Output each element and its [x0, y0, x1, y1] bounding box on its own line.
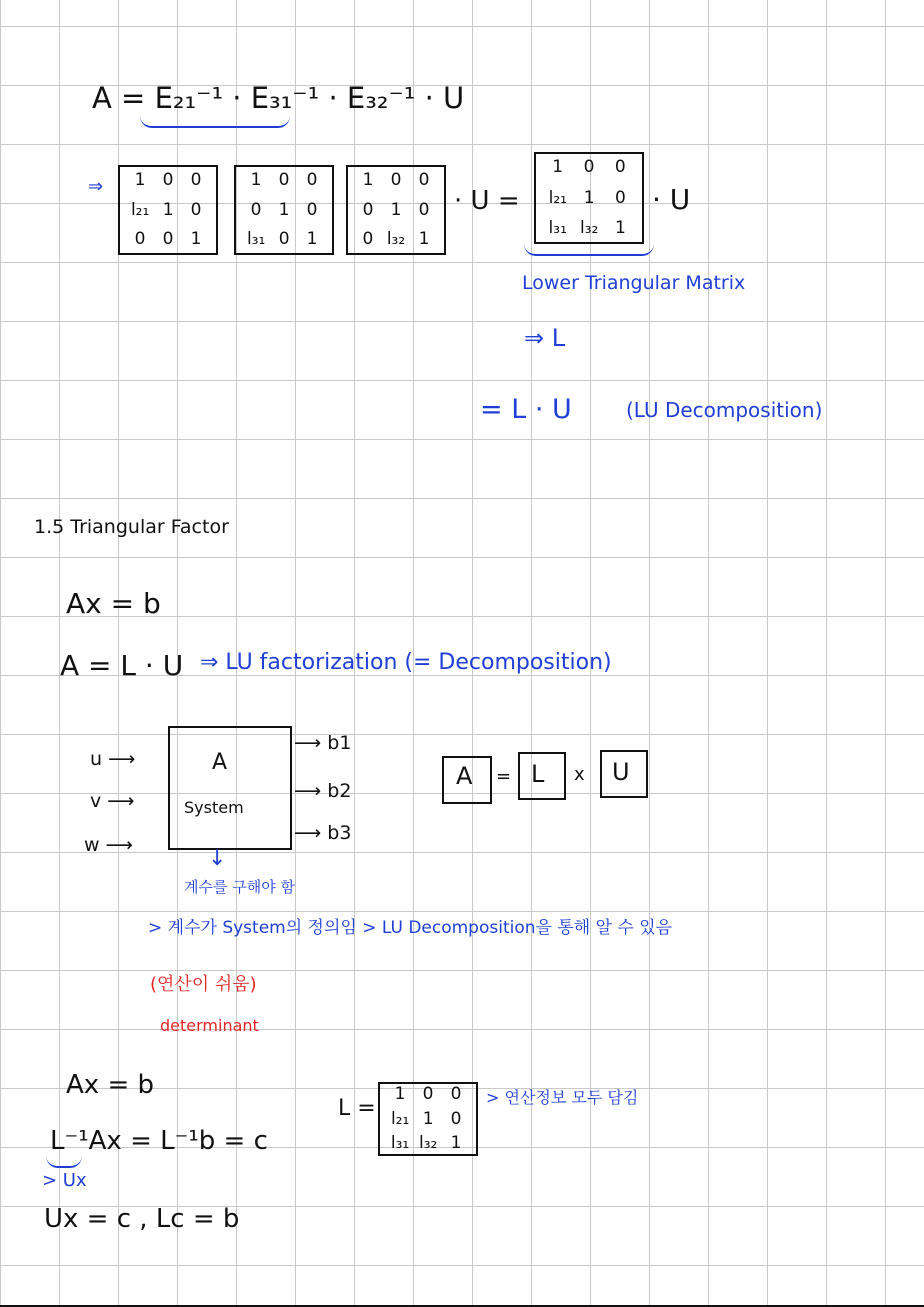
factor-times: x	[574, 764, 585, 785]
matrix-cell: 0	[190, 169, 202, 190]
matrix-cell: 0	[362, 199, 374, 220]
matrix-cell: l₃₁	[246, 229, 266, 250]
matrix-cell: 1	[306, 229, 318, 250]
equation-ax-b: Ax = b	[66, 587, 161, 620]
matrix-cell: l₂₁	[548, 187, 567, 208]
matrix-cell: 1	[418, 229, 430, 250]
matrix-cell: 0	[418, 199, 430, 220]
lu-factorization-note: ⇒ LU factorization (= Decomposition)	[200, 650, 612, 675]
matrix-cell: 0	[390, 169, 402, 190]
matrix-e31-inverse	[234, 165, 334, 255]
matrix-row	[536, 152, 642, 182]
implies-l: ⇒ L	[524, 324, 566, 352]
matrix-cell: 0	[614, 187, 626, 208]
ux-note: > Ux	[42, 1170, 87, 1191]
matrix-cell: l₃₂	[418, 1133, 438, 1154]
brace-elimination-product	[140, 116, 290, 128]
matrix-cell: 0	[306, 169, 318, 190]
section-heading: 1.5 Triangular Factor	[34, 516, 229, 538]
factor-a-label: A	[456, 762, 473, 790]
system-box-label: System	[184, 798, 244, 817]
matrix-cell: 1	[162, 199, 174, 220]
matrix-cell: 0	[162, 169, 174, 190]
lu-decomposition-note: (LU Decomposition)	[626, 398, 823, 422]
implies-arrow: ⇒	[88, 176, 104, 197]
matrix-cell: 0	[614, 157, 626, 178]
factor-l-label: L	[531, 760, 545, 788]
brace-l-inverse-a	[46, 1156, 82, 1168]
matrix-cell: 1	[390, 199, 402, 220]
matrix-cell: 1	[394, 1084, 406, 1105]
matrix-cell: 0	[134, 229, 146, 250]
matrix-row	[120, 165, 216, 195]
matrix-cell: 1	[552, 157, 564, 178]
matrix-e32-inverse	[346, 165, 446, 255]
matrix-cell: 0	[278, 169, 290, 190]
matrix-cell: 1	[190, 229, 202, 250]
matrix-cell: 1	[250, 169, 262, 190]
system-box-a-label: A	[212, 750, 228, 775]
matrix-cell: 0	[450, 1084, 462, 1105]
matrix-row	[236, 195, 332, 225]
lu-product: = L · U	[480, 394, 572, 425]
lower-triangular-label: Lower Triangular Matrix	[522, 272, 746, 294]
matrix-row	[348, 165, 444, 195]
red-note-easy-computation: (연산이 쉬움)	[150, 974, 257, 995]
matrix-cell: 0	[250, 199, 262, 220]
matrix-cell: 0	[422, 1084, 434, 1105]
equation-ax-b-2: Ax = b	[66, 1070, 154, 1100]
matrix-cell: l₂₁	[390, 1108, 410, 1129]
matrix-cell: 1	[450, 1133, 462, 1154]
matrix-cell: 1	[134, 169, 146, 190]
matrix-row	[236, 224, 332, 254]
factor-equals: =	[496, 766, 512, 787]
matrix-cell: 1	[615, 217, 626, 238]
l-matrix-note: > 연산정보 모두 담김	[486, 1088, 639, 1107]
matrix-cell: 1	[422, 1108, 434, 1129]
matrix-cell: l₃₁	[548, 217, 567, 238]
brace-lower-matrix	[524, 244, 654, 256]
factor-u-label: U	[612, 758, 630, 786]
matrix-cell: l₂₁	[130, 199, 150, 220]
matrix-cell: 0	[162, 229, 174, 250]
l-equals-label: L =	[338, 1096, 376, 1121]
equation-l-inverse: L⁻¹Ax = L⁻¹b = c	[50, 1126, 268, 1156]
matrix-row	[120, 224, 216, 254]
input-w: w ⟶	[84, 834, 133, 856]
matrix-lower-triangular	[534, 152, 644, 244]
matrix-cell: 0	[278, 229, 290, 250]
matrix-cell: 0	[362, 229, 374, 250]
red-note-determinant: determinant	[160, 1016, 259, 1035]
down-arrow: ↓	[208, 846, 227, 871]
matrix-cell: 0	[190, 199, 202, 220]
matrix-row	[348, 195, 444, 225]
korean-note-system-definition: > 계수가 System의 정의임 > LU Decomposition을 통해 알 수 있음	[148, 918, 673, 938]
matrix-row	[120, 195, 216, 225]
equation-a-lu: A = L · U	[60, 649, 184, 682]
matrix-row	[348, 224, 444, 254]
matrix-cell: l₃₂	[580, 217, 599, 238]
input-u: u ⟶	[90, 748, 136, 770]
matrix-cell: 1	[583, 187, 595, 208]
korean-note-coefficients: 계수를 구해야 함	[184, 878, 295, 896]
matrix-row	[236, 165, 332, 195]
output-b1: ⟶ b1	[294, 732, 352, 754]
matrix-cell: 0	[450, 1108, 462, 1129]
matrix-row	[536, 182, 642, 212]
dot-u-equals: · U =	[454, 186, 520, 216]
matrix-cell: 0	[306, 199, 318, 220]
matrix-e21-inverse	[118, 165, 218, 255]
matrix-cell: l₃₁	[390, 1133, 410, 1154]
matrix-cell: 0	[418, 169, 430, 190]
system-box	[168, 726, 292, 850]
matrix-row	[536, 213, 642, 243]
matrix-row	[380, 1106, 476, 1130]
matrix-cell: 1	[278, 199, 290, 220]
matrix-cell: l₃₂	[386, 229, 406, 250]
matrix-cell: 1	[362, 169, 374, 190]
output-b2: ⟶ b2	[294, 780, 352, 802]
input-v: v ⟶	[90, 790, 135, 812]
output-b3: ⟶ b3	[294, 822, 352, 844]
matrix-cell: 0	[583, 157, 595, 178]
matrix-row	[380, 1082, 476, 1106]
equation-a-inverse-product: A = E₂₁⁻¹ · E₃₁⁻¹ · E₃₂⁻¹ · U	[92, 81, 465, 115]
matrix-l	[378, 1082, 478, 1156]
matrix-row	[380, 1131, 476, 1155]
equation-ux-c: Ux = c , Lc = b	[44, 1204, 240, 1234]
dot-u: · U	[652, 183, 691, 216]
